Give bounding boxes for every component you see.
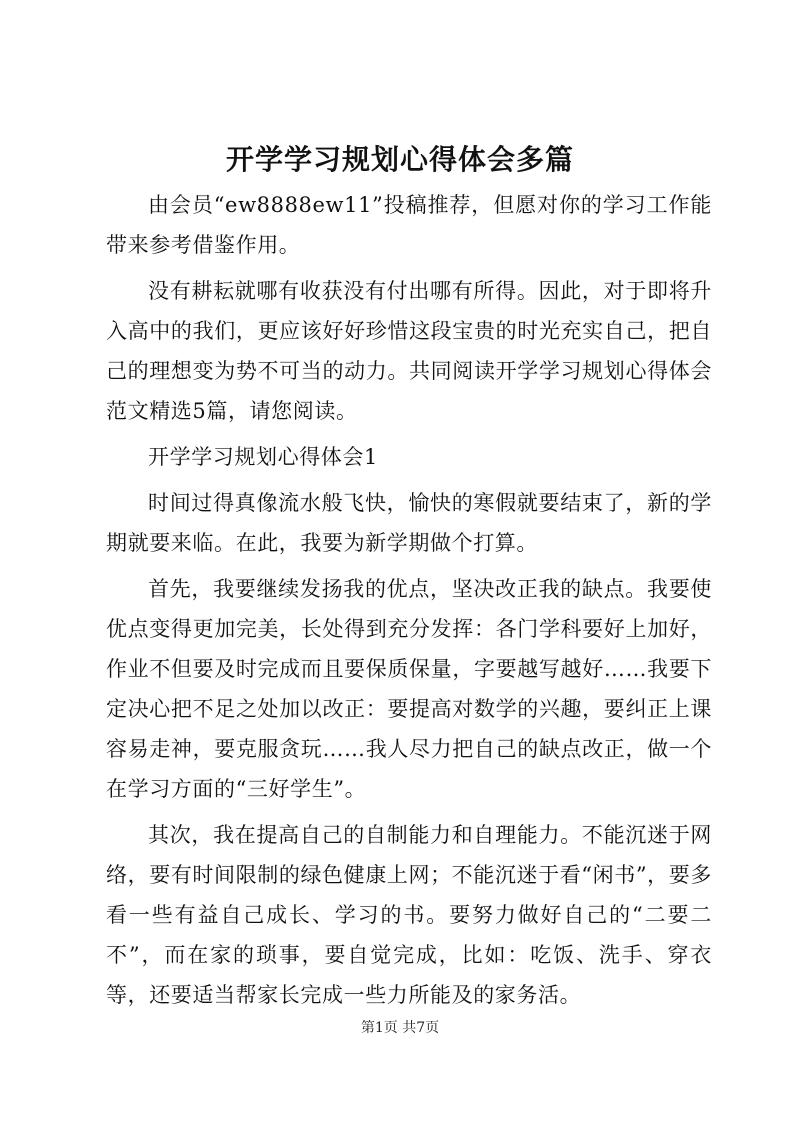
section-heading: 开学学习规划心得体会1 <box>148 445 378 469</box>
body-paragraph: 首先，我要继续发扬我的优点，坚决改正我的缺点。我要使优点变得更加完美，长处得到充分发挥：各门学科要好上加好，作业不但要及时完成而且要保质保量，字要越写越好……我要下定决心把不足之处加以改正：要提高对数学的兴趣，要纠正上课容易走神，要克服贪玩……我人尽力把自己的缺点改正，做一个在学习方面的“三好学生”。 <box>106 577 712 801</box>
summary-paragraph: 没有耕耘就哪有收获没有付出哪有所得。因此，对于即将升入高中的我们，更应该好好珍惜这段宝贵的时光充实自己，把自己的理想变为势不可当的动力。共同阅读开学学习规划心得体会范文精选5篇，请您阅读。 <box>106 279 712 423</box>
page-number-footer: 第1页 共7页 <box>360 1020 440 1036</box>
intro-paragraph: 由会员“ew8888ew11”投稿推荐，但愿对你的学习工作能带来参考借鉴作用。 <box>106 193 712 257</box>
body-paragraph: 其次，我在提高自己的自制能力和自理能力。不能沉迷于网络，要有时间限制的绿色健康上网；不能沉迷于看“闲书”，要多看一些有益自己成长、学习的书。要努力做好自己的“二要二不”，而在家的琐事，要自觉完成，比如：吃饭、洗手、穿衣等，还要适当帮家长完成一些力所能及的家务活。 <box>106 823 712 1007</box>
body-paragraph: 时间过得真像流水般飞快，愉快的寒假就要结束了，新的学期就要来临。在此，我要为新学期做个打算。 <box>106 491 712 555</box>
page-title: 开学学习规划心得体会多篇 <box>225 143 574 176</box>
document-body <box>106 185 712 1021</box>
